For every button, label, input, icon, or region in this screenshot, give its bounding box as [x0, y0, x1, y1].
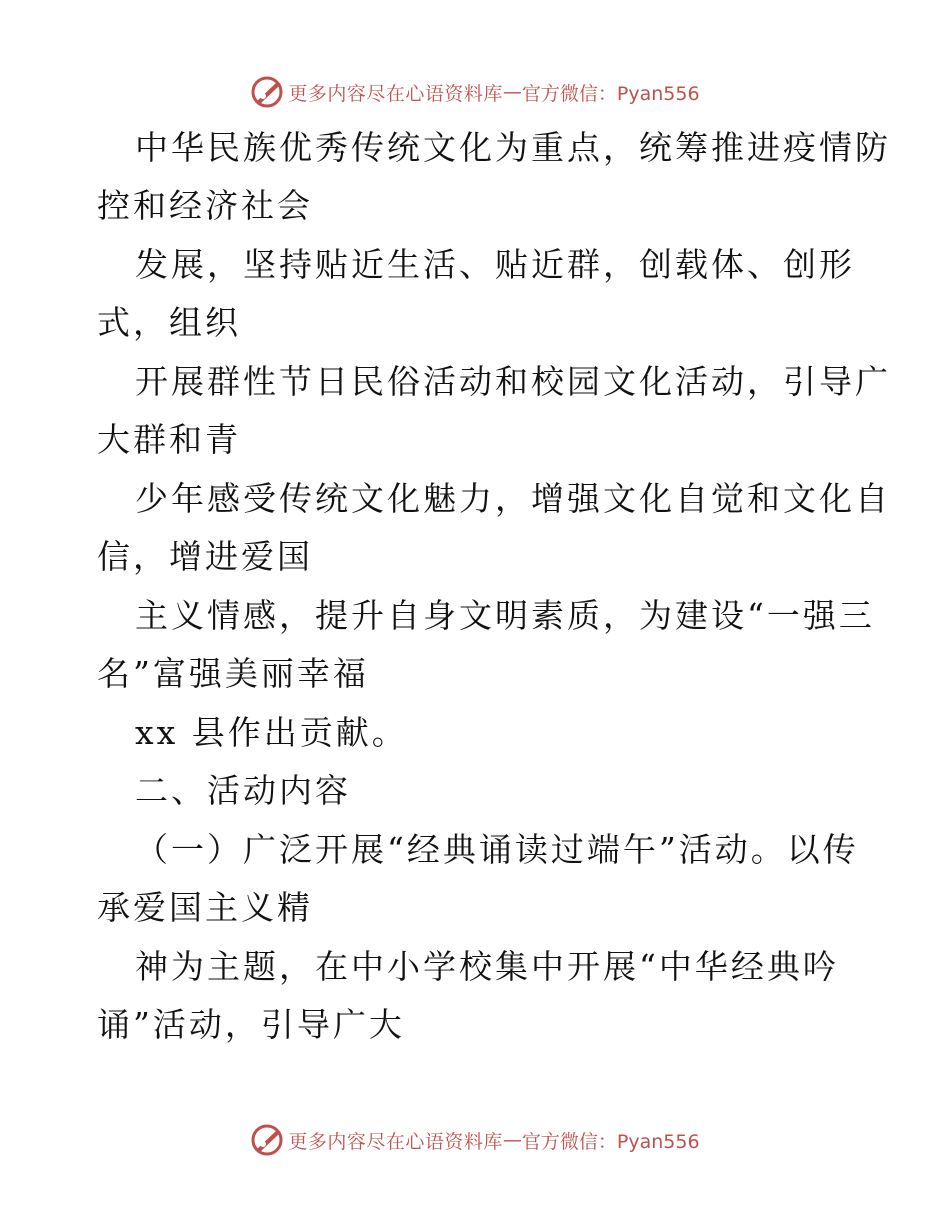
text-line: 少年感受传统文化魅力，增强文化自觉和文化自	[135, 479, 891, 518]
text-line: 大群和青	[97, 420, 241, 459]
text-line: 承爱国主义精	[97, 888, 313, 927]
text-line: 名”富强美丽幸福	[97, 654, 369, 693]
watermark-official: 官方微信：Pyan556	[521, 1130, 700, 1153]
text-line: 神为主题，在中小学校集中开展“中华经典吟	[135, 947, 839, 986]
footer-watermark	[0, 1120, 950, 1160]
watermark-dash: —	[502, 81, 522, 103]
section-heading: 二、活动内容	[135, 771, 351, 810]
text-line: 控和经济社会	[97, 186, 313, 225]
text-line: xx 县作出贡献。	[135, 713, 408, 752]
pen-seal-icon	[250, 75, 284, 109]
watermark-text: 更多内容尽在心语资料库	[288, 1130, 503, 1153]
text-line: 开展群性节日民俗活动和校园文化活动，引导广	[135, 362, 891, 401]
pen-seal-icon	[250, 1123, 284, 1157]
header-watermark	[0, 72, 950, 112]
text-line: 中华民族优秀传统文化为重点，统筹推进疫情防	[135, 128, 891, 167]
text-line: 发展，坚持贴近生活、贴近群，创载体、创形	[135, 245, 855, 284]
text-line: 信，增进爱国	[97, 537, 313, 576]
text-line: 主义情感，提升自身文明素质，为建设“一强三	[135, 596, 875, 635]
watermark-dash: —	[502, 1129, 522, 1151]
text-line: （一）广泛开展“经典诵读过端午”活动。以传	[135, 830, 859, 869]
text-line: 式，组织	[97, 303, 241, 342]
watermark-official: 官方微信：Pyan556	[521, 82, 700, 105]
watermark-text: 更多内容尽在心语资料库	[288, 82, 503, 105]
text-line: 诵”活动，引导广大	[97, 1005, 405, 1044]
